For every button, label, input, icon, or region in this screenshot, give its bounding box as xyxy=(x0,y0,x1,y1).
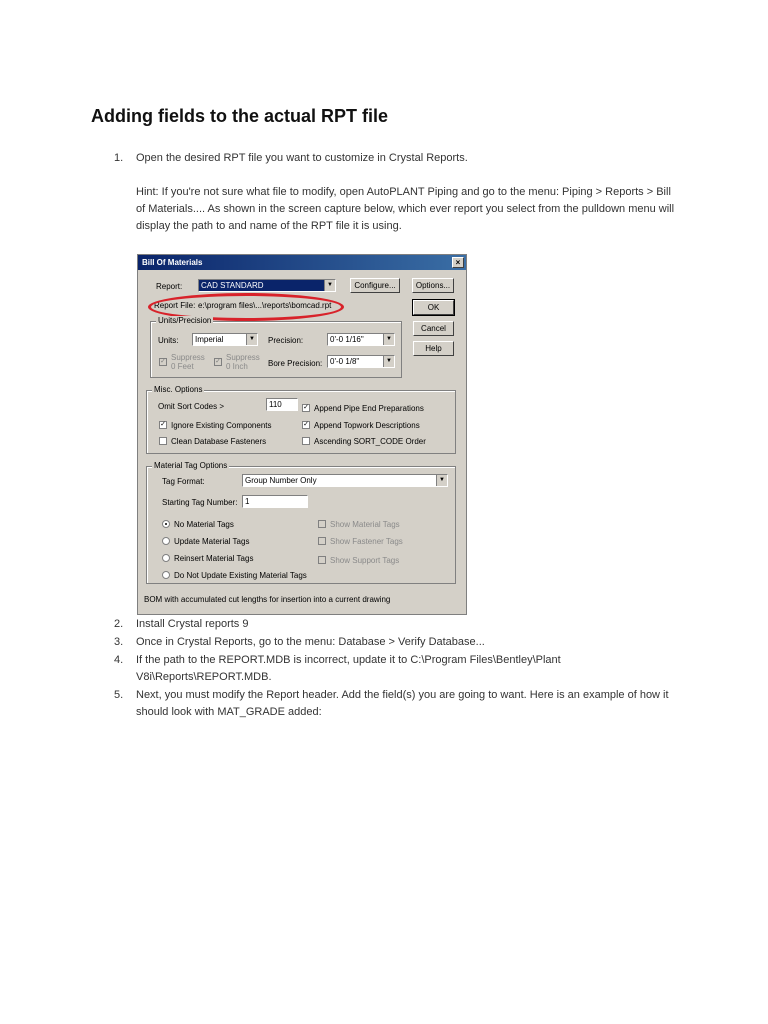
precision-dropdown[interactable] xyxy=(327,333,395,346)
step-text: If the path to the REPORT.MDB is incorrect, update it to C:\Program Files\Bentley\Plant V8i\Reports\REPORT.MDB. xyxy=(136,654,561,683)
chevron-down-icon: ▼ xyxy=(436,475,447,486)
step-text: Open the desired RPT file you want to customize in Crystal Reports. xyxy=(136,152,468,164)
bill-of-materials-dialog-screenshot xyxy=(137,254,467,615)
ignore-existing-label: Ignore Existing Components xyxy=(171,421,272,430)
ok-button[interactable]: OK xyxy=(413,300,454,315)
step-number: 1. xyxy=(114,152,124,164)
show-fastener-tags-checkbox[interactable] xyxy=(318,537,326,545)
omit-sort-codes-value: 110 xyxy=(269,400,282,409)
step-number: 2. xyxy=(114,618,124,630)
dialog-title-bar xyxy=(138,255,466,270)
help-button[interactable]: Help xyxy=(413,341,454,356)
starting-tag-value: 1 xyxy=(245,497,250,506)
suppress-feet-label: Suppress 0 Feet xyxy=(171,353,205,371)
step-2 xyxy=(114,616,714,633)
show-fastener-tags-label: Show Fastener Tags xyxy=(330,537,403,546)
starting-tag-input[interactable] xyxy=(242,495,308,508)
units-value: Imperial xyxy=(195,335,224,344)
step-number: 4. xyxy=(114,654,124,666)
bore-precision-dropdown[interactable] xyxy=(327,355,395,368)
tag-format-dropdown[interactable] xyxy=(242,474,448,487)
ignore-existing-checkbox[interactable]: ✓ xyxy=(160,421,166,428)
reinsert-material-tags-label: Reinsert Material Tags xyxy=(174,554,254,563)
report-dropdown[interactable] xyxy=(198,279,336,292)
no-material-tags-label: No Material Tags xyxy=(174,520,234,529)
tag-format-value: Group Number Only xyxy=(245,476,317,485)
chevron-down-icon: ▼ xyxy=(383,356,394,367)
do-not-update-tags-radio[interactable] xyxy=(162,571,170,579)
step-text: Next, you must modify the Report header. Add the field(s) you are going to want. Here is an example of how it should look with MAT_GRADE added: xyxy=(136,689,669,718)
bore-precision-label: Bore Precision: xyxy=(268,359,323,368)
chevron-down-icon: ▼ xyxy=(246,334,257,345)
page-title: Adding fields to the actual RPT file xyxy=(91,106,389,126)
append-pipe-end-checkbox[interactable]: ✓ xyxy=(303,404,309,411)
step-text: Once in Crystal Reports, go to the menu: Database > Verify Database... xyxy=(136,636,485,648)
omit-sort-codes-input[interactable] xyxy=(266,398,298,411)
hint-paragraph: Hint: If you're not sure what file to modify, open AutoPLANT Piping and go to the menu: Piping > Reports > Bill of Materials.... As shown in the screen capture below, which ever report you select from the pulldown menu will display the path to and name of the RPT file it is using. xyxy=(136,186,675,232)
show-support-tags-label: Show Support Tags xyxy=(330,556,400,565)
close-icon[interactable]: × xyxy=(452,257,464,268)
show-material-tags-checkbox[interactable] xyxy=(318,520,326,528)
units-dropdown[interactable] xyxy=(192,333,258,346)
units-group-title: Units/Precision xyxy=(158,316,212,325)
update-material-tags-label: Update Material Tags xyxy=(174,537,250,546)
starting-tag-label: Starting Tag Number: xyxy=(162,498,238,507)
bore-precision-value: 0'-0 1/8" xyxy=(330,357,360,366)
chevron-down-icon: ▼ xyxy=(324,280,335,291)
status-text: BOM with accumulated cut lengths for insertion into a current drawing xyxy=(144,595,391,604)
ascending-sort-label: Ascending SORT_CODE Order xyxy=(314,437,426,446)
cancel-button[interactable]: Cancel xyxy=(413,321,454,336)
report-file-path: e:\program files\...\reports\bomcad.rpt xyxy=(198,301,332,310)
append-topwork-checkbox[interactable]: ✓ xyxy=(303,421,309,428)
reinsert-material-tags-radio[interactable] xyxy=(162,554,170,562)
omit-sort-codes-label: Omit Sort Codes > xyxy=(158,402,225,411)
clean-db-label: Clean Database Fasteners xyxy=(171,437,267,446)
report-dropdown-value: CAD STANDARD xyxy=(201,281,264,290)
append-pipe-end-label: Append Pipe End Preparations xyxy=(314,404,424,413)
options-button[interactable]: Options... xyxy=(412,278,454,293)
precision-value: 0'-0 1/16" xyxy=(330,335,364,344)
step-number: 3. xyxy=(114,636,124,648)
step-4 xyxy=(114,652,714,686)
suppress-inch-checkbox[interactable]: ✓ xyxy=(215,358,221,365)
step-1 xyxy=(114,150,714,167)
chevron-down-icon: ▼ xyxy=(383,334,394,345)
do-not-update-tags-label: Do Not Update Existing Material Tags xyxy=(174,571,307,580)
configure-button[interactable]: Configure... xyxy=(350,278,400,293)
dialog-title: Bill Of Materials xyxy=(142,258,203,267)
update-material-tags-radio[interactable] xyxy=(162,537,170,545)
step-5 xyxy=(114,687,714,721)
step-number: 5. xyxy=(114,689,124,701)
step-text: Install Crystal reports 9 xyxy=(136,618,249,630)
suppress-inch-label: Suppress 0 Inch xyxy=(226,353,260,371)
precision-label: Precision: xyxy=(268,336,304,345)
misc-group-title: Misc. Options xyxy=(154,385,203,394)
show-material-tags-label: Show Material Tags xyxy=(330,520,400,529)
show-support-tags-checkbox[interactable] xyxy=(318,556,326,564)
suppress-feet-checkbox[interactable]: ✓ xyxy=(160,358,166,365)
tag-format-label: Tag Format: xyxy=(162,477,205,486)
report-label: Report: xyxy=(156,282,183,291)
clean-db-checkbox[interactable] xyxy=(159,437,167,445)
append-topwork-label: Append Topwork Descriptions xyxy=(314,421,420,430)
report-file-label: Report File: xyxy=(154,301,196,310)
material-group-title: Material Tag Options xyxy=(154,461,228,470)
ascending-sort-checkbox[interactable] xyxy=(302,437,310,445)
units-label: Units: xyxy=(158,336,179,345)
step-3 xyxy=(114,634,714,651)
no-material-tags-radio[interactable] xyxy=(162,520,170,528)
